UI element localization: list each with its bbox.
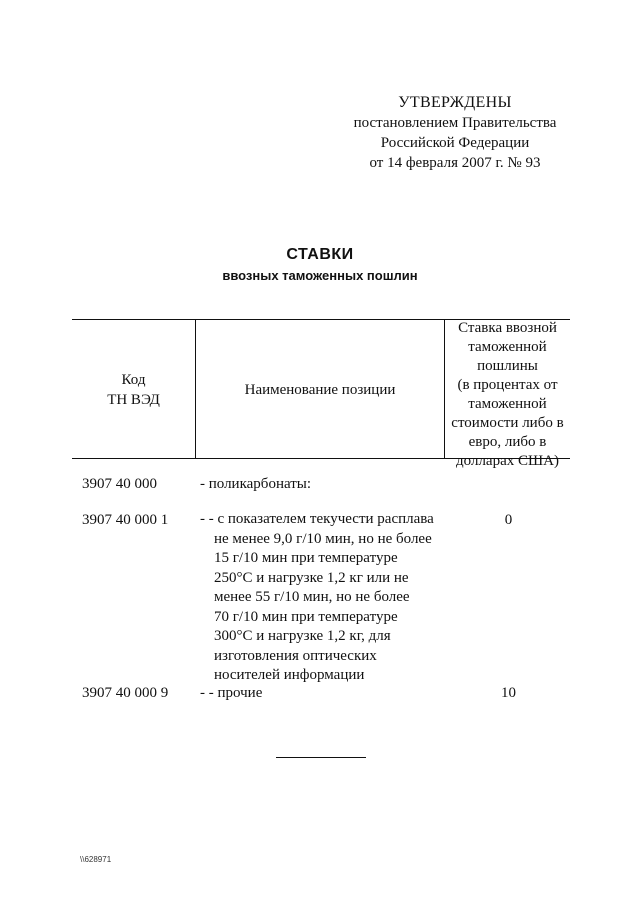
table-row-rate: 0 bbox=[504, 512, 513, 528]
table-row-rate: 10 bbox=[501, 685, 516, 701]
approval-line: постановлением Правительства bbox=[353, 115, 557, 131]
name-line: - - с показателем текучести расплава bbox=[200, 511, 434, 527]
header-rate-line: пошлины bbox=[477, 358, 538, 374]
header-name bbox=[196, 380, 444, 400]
header-rate-line: таможенной bbox=[468, 339, 547, 355]
table-row-name bbox=[200, 474, 440, 494]
header-rate-line: Ставка ввозной bbox=[458, 320, 557, 336]
table-row-code: 3907 40 000 9 bbox=[82, 685, 169, 701]
approval-line: Российской Федерации bbox=[380, 135, 530, 151]
name-line: не менее 9,0 г/10 мин, но не более bbox=[214, 530, 432, 547]
table-row-name bbox=[200, 683, 440, 703]
name-line: 250°С и нагрузке 1,2 кг или не bbox=[214, 569, 409, 586]
name-line: - - прочие bbox=[200, 685, 263, 701]
header-rate-line: евро, либо в bbox=[468, 434, 547, 450]
name-line: изготовления оптических bbox=[214, 647, 377, 664]
document-stamp: \\628971 bbox=[80, 855, 112, 864]
approval-block bbox=[330, 93, 580, 173]
header-rate-line: таможенной bbox=[468, 396, 547, 412]
name-line: 300°С и нагрузке 1,2 кг, для bbox=[214, 628, 391, 644]
header-name-text: Наименование позиции bbox=[244, 382, 396, 398]
header-code-line: Код bbox=[121, 372, 146, 388]
name-line: 15 г/10 мин при температуре bbox=[214, 550, 398, 566]
name-line: менее 55 г/10 мин, но не более bbox=[214, 589, 410, 605]
table-row-code: 3907 40 000 1 bbox=[82, 512, 169, 528]
header-rate-line: (в процентах от bbox=[457, 377, 558, 393]
header-rate-line: долларах США) bbox=[456, 453, 559, 469]
header-rate bbox=[445, 319, 570, 471]
header-code bbox=[72, 370, 195, 410]
name-line: - поликарбонаты: bbox=[200, 476, 312, 492]
header-code-line: ТН ВЭД bbox=[107, 392, 160, 408]
closing-separator bbox=[276, 757, 366, 758]
approval-line: от 14 февраля 2007 г. № 93 bbox=[369, 155, 541, 171]
name-line: носителей информации bbox=[214, 667, 365, 683]
name-line: 70 г/10 мин при температуре bbox=[214, 608, 398, 625]
approval-heading: УТВЕРЖДЕНЫ bbox=[398, 94, 512, 111]
header-rate-line: стоимости либо в bbox=[451, 415, 564, 431]
title-main: СТАВКИ bbox=[286, 246, 354, 263]
table-row-code: 3907 40 000 bbox=[82, 476, 157, 492]
table-row-name bbox=[200, 510, 440, 686]
title-sub: ввозных таможенных пошлин bbox=[222, 268, 418, 283]
document-title bbox=[0, 244, 640, 286]
